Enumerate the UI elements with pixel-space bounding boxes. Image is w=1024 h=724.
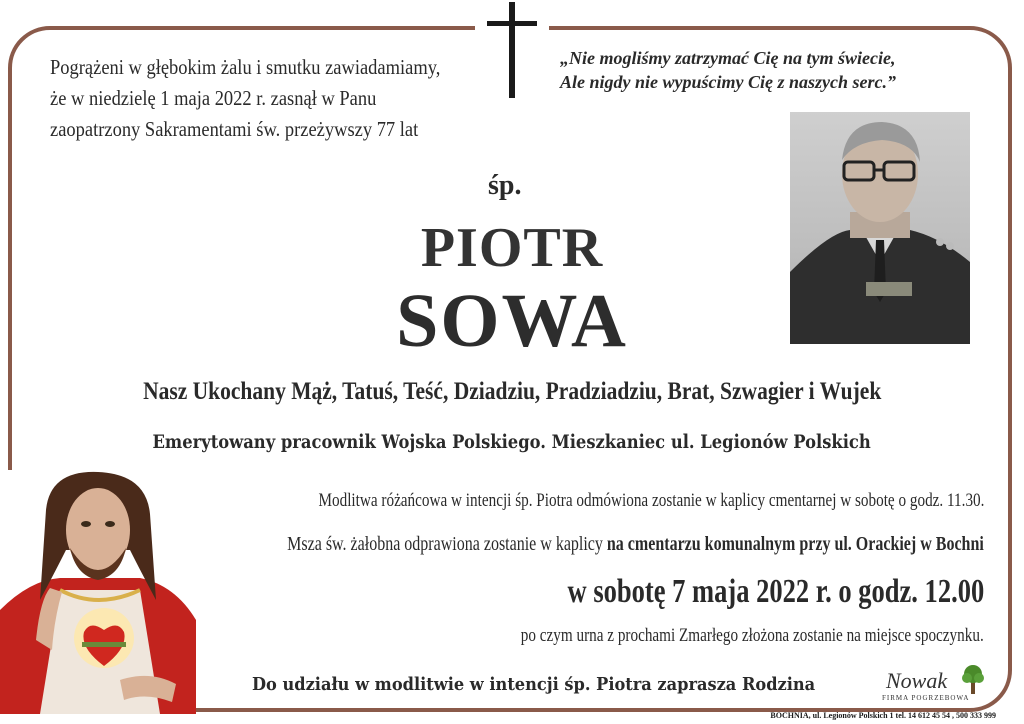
announcement-text [50,52,441,145]
announcement-line: Pogrążeni w głębokim żalu i smutku zawiadamiamy, [50,55,441,79]
funeral-home-subtitle: FIRMA POGRZEBOWA [882,694,970,702]
deceased-first-name: PIOTR [420,217,604,279]
invitation-text: Do udziału w modlitwie w intencji śp. Piotra zaprasza Rodzina [252,674,816,695]
occupation-residence [0,431,1024,453]
mass-place: na cmentarzu komunalnym przy ul. Orackiej w Bochni [607,533,984,555]
mass-info [287,533,984,556]
funeral-date-time: w sobotę 7 maja 2022 r. o godz. 12.00 [567,573,984,610]
sacred-heart-image [0,470,196,714]
funeral-home-contact: BOCHNIA, ul. Legionów Polskich 1 tel. 14 612 45 54 , 500 333 999 [770,711,996,720]
memorial-quote [560,46,980,94]
family-relations-text: Nasz Ukochany Mąż, Tatuś, Teść, Dziadziu, Pradziadziu, Brat, Szwagier i Wujek [142,378,882,405]
cross-icon-bar [487,21,537,26]
cross-icon [509,2,515,98]
family-relations [0,378,1024,406]
deceased-last-name: SOWA [396,279,628,363]
quote-line: „Nie mogliśmy zatrzymać Cię na tym świecie, [560,48,896,68]
funeral-home-logo [880,664,990,704]
announcement-line: zaopatrzony Sakramentami św. przeżywszy 77 lat [50,117,419,141]
rosary-info: Modlitwa różańcowa w intencji śp. Piotra odmówiona zostanie w kaplicy cmentarnej w sobotę o godz. 11.30. [318,490,984,511]
funeral-home-name: Nowak [886,668,948,693]
mass-intro: Msza św. żałobna odprawiona zostanie w kaplicy [287,533,608,555]
quote-line: Ale nigdy nie wypuścimy Cię z naszych serc.” [560,72,896,92]
urn-info: po czym urna z prochami Zmarłego złożona zostanie na miejsce spoczynku. [521,625,984,646]
deceased-prefix: śp. [488,170,522,201]
tree-icon [960,664,986,694]
announcement-line: że w niedzielę 1 maja 2022 r. zasnął w Panu [50,86,377,110]
occupation-residence-text: Emerytowany pracownik Wojska Polskiego. Mieszkaniec ul. Legionów Polskich [152,431,872,453]
